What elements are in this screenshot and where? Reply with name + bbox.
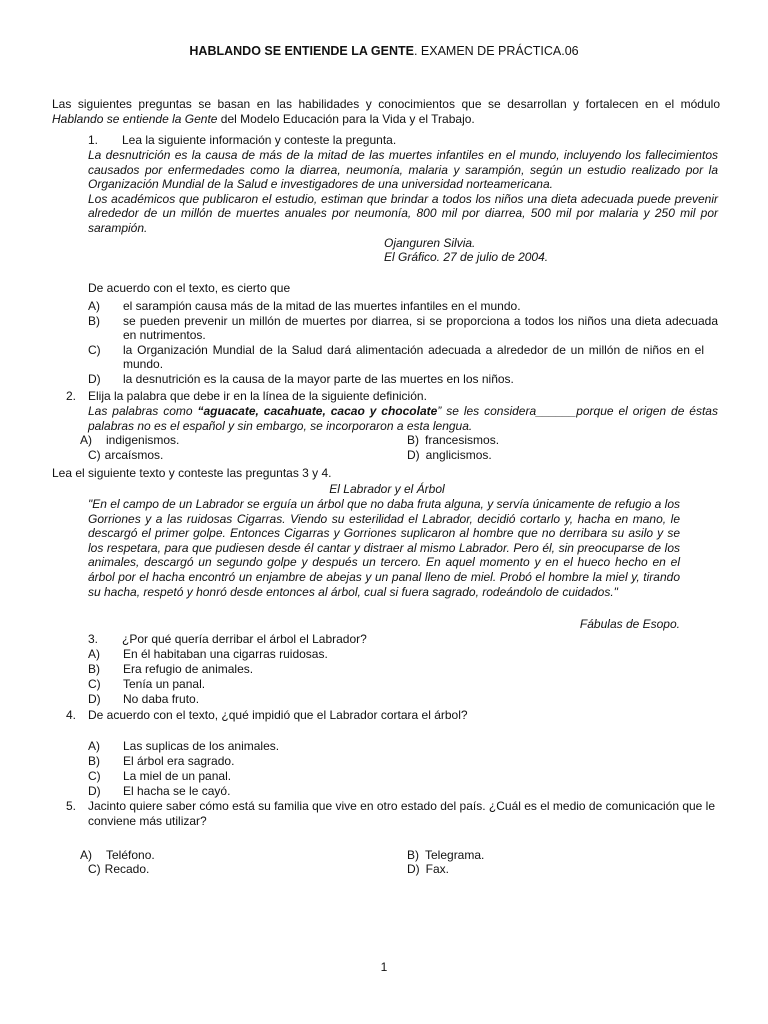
q3-option-a-text: En él habitaban una cigarras ruidosas. [123, 647, 328, 661]
q1-option-a-text: el sarampión causa más de la mitad de las muertes infantiles en el mundo. [123, 299, 521, 313]
q2-option-d[interactable] [407, 448, 492, 463]
reading-title: El Labrador y el Árbol [329, 482, 445, 496]
q1-option-b-letter: B) [88, 313, 100, 328]
q1-option-c-letter: C) [88, 342, 101, 357]
q3-option-b[interactable] [88, 662, 718, 677]
reading-text: "En el campo de un Labrador se erguía un árbol que no daba fruta alguna, y servía únicamente de refugio a los Gorriones y a las ruidosas Cigarras. Viendo su esterilidad el Labrador, decidió cortarlo y, hacha en mano, le descargó el primer golpe. Entonces Cigarras y Gorriones suplicaron al hombre que no derribara su asilo y se los respetara, para que pudiesen desde él cantar y distraer al mismo Labrador. Pero él, sin preocuparse de los animales, descargó un segundo golpe y después un tercero. En aquel momento y en el hueco hecho en el árbol por el hacha encontró un enjambre de abejas y un panal lleno de miel. Probó el hombre la miel y, tirando su hacha, respetó y honró desde entonces al árbol, cual si fuera sagrado, rodeándolo de cuidados." [88, 497, 680, 599]
q5-option-b[interactable] [407, 848, 484, 863]
q4-option-d-text: El hacha se le cayó. [123, 784, 231, 798]
q1-option-a-letter: A) [88, 299, 100, 313]
q1-option-a[interactable] [88, 299, 718, 314]
q3-option-c-letter: C) [88, 677, 101, 691]
intro-part1: Las siguientes preguntas se basan en las habilidades y conocimientos que se desarrollan y fortalecen en el módulo [52, 97, 720, 111]
q2-def-after2: porque el origen de éstas palabras no es el español y sin embargo, se incorporaron a esta lengua. [88, 404, 718, 433]
q4-option-c[interactable] [88, 769, 718, 784]
q5-option-d-text: Fax. [425, 862, 450, 876]
q3-option-d[interactable] [88, 692, 718, 707]
q1-block [88, 133, 718, 265]
reading-instruction: Lea el siguiente texto y conteste las preguntas 3 y 4. [52, 466, 332, 480]
q2-def-blank: ______ [536, 404, 577, 418]
q1-options [88, 299, 718, 387]
q4-option-c-text: La miel de un panal. [123, 769, 232, 783]
q5-option-d-letter: D) [407, 862, 420, 876]
q2-def-after1: ” se les considera [437, 404, 537, 418]
q5-option-c[interactable] [88, 862, 149, 877]
q5-option-c-text: Recado. [104, 862, 150, 876]
q3-number: 3. [88, 632, 99, 646]
q3-option-d-text: No daba fruto. [123, 692, 200, 706]
q4-option-d[interactable] [88, 784, 718, 799]
page-number: 1 [380, 960, 388, 974]
q1-option-d[interactable] [88, 372, 718, 387]
q2-option-a[interactable] [80, 433, 179, 448]
q2-block [66, 389, 718, 433]
title-rest: . EXAMEN DE PRÁCTICA.06 [413, 44, 579, 58]
q2-option-b[interactable] [407, 433, 499, 448]
q4-option-b-text: El árbol era sagrado. [123, 754, 235, 768]
q1-option-c-text: la Organización Mundial de la Salud dará alimentación adecuada a alrededor de un millón de niños en el mundo. [123, 342, 704, 372]
q1-passage-p2: Los académicos que publicaron el estudio, estiman que brindar a todos los niños una dieta adecuada puede prevenir alrededor de un millón de muertes anuales por neumonía, 800 mil por diarrea, 500 mil por malaria y 250 mil por sarampión. [88, 191, 718, 235]
q2-prompt: Elija la palabra que debe ir en la línea de la siguiente definición. [88, 389, 427, 403]
q3-option-a[interactable] [88, 647, 718, 662]
q1-option-d-text: la desnutrición es la causa de la mayor parte de las muertes en los niños. [123, 371, 514, 386]
q5-option-b-text: Telegrama. [425, 848, 485, 862]
q3-prompt: ¿Por qué quería derribar el árbol el Labrador? [122, 632, 367, 646]
q3-option-c[interactable] [88, 677, 718, 692]
q1-source-author: Ojanguren Silvia. [384, 235, 476, 250]
q1-option-b-text: se pueden prevenir un millón de muertes por diarrea, si se proporciona a todos los niños una dieta adecuada en nutrimentos. [123, 313, 718, 343]
title-bold: HABLANDO SE ENTIENDE LA GENTE [189, 44, 414, 58]
reading-source: Fábulas de Esopo. [579, 617, 680, 631]
q4-number: 4. [66, 708, 77, 722]
intro-paragraph [52, 97, 720, 126]
q1-source [88, 236, 718, 265]
q3-option-d-letter: D) [88, 692, 101, 706]
q4-option-c-letter: C) [88, 769, 101, 783]
q1-option-d-letter: D) [88, 371, 101, 386]
q1-option-c[interactable] [88, 343, 718, 372]
q2-header [66, 389, 718, 404]
q4-prompt: De acuerdo con el texto, ¿qué impidió que el Labrador cortara el árbol? [88, 708, 468, 722]
q1-number: 1. [88, 133, 99, 147]
q3-header [88, 632, 718, 647]
q4-option-b[interactable] [88, 754, 718, 769]
q3-block [88, 632, 718, 707]
intro-module-name: Hablando se entiende la Gente [52, 111, 218, 126]
q3-option-a-letter: A) [88, 647, 100, 661]
q2-option-c-letter: C) [88, 448, 101, 462]
q5-block [66, 799, 718, 828]
q1-source-pub: El Gráfico. 27 de julio de 2004. [384, 250, 549, 265]
q2-option-b-letter: B) [407, 433, 419, 447]
intro-part2: del Modelo Educación para la Vida y el Trabajo. [217, 111, 475, 126]
q5-number: 5. [66, 799, 77, 813]
q3-option-b-text: Era refugio de animales. [123, 662, 254, 676]
q2-def-before: Las palabras como [88, 404, 198, 418]
q3-option-b-letter: B) [88, 662, 100, 676]
q1-passage-p1: La desnutrición es la causa de más de la mitad de las muertes infantiles en el mundo, incluyendo los fallecimientos causados por enfermedades como la diarrea, neumonía, malaria y sarampión, según un estudio realizado por la Organización Mundial de la Salud e investigadores de una universidad norteamericana. [88, 148, 718, 192]
q2-option-b-text: francesismos. [425, 433, 500, 447]
q5-option-a-letter: A) [80, 848, 92, 862]
q2-option-c-text: arcaísmos. [104, 448, 164, 462]
q2-option-c[interactable] [88, 448, 163, 463]
q1-header [88, 133, 718, 148]
q1-prompt: Lea la siguiente información y conteste la pregunta. [122, 133, 397, 147]
q4-option-d-letter: D) [88, 784, 101, 798]
q5-option-d[interactable] [407, 862, 449, 877]
q5-option-a[interactable] [80, 848, 155, 863]
q5-prompt: Jacinto quiere saber cómo está su familia que vive en otro estado del país. ¿Cuál es el medio de comunicación que le conviene más utilizar? [88, 799, 716, 828]
q2-def-bold: “aguacate, cacahuate, cacao y chocolate [197, 404, 438, 418]
q2-definition [88, 404, 718, 433]
q2-option-d-letter: D) [407, 448, 420, 462]
q4-options [88, 739, 718, 799]
q5-option-a-text: Teléfono. [106, 848, 155, 862]
q5-option-b-letter: B) [407, 848, 419, 862]
q1-stem: De acuerdo con el texto, es cierto que [88, 281, 291, 295]
q4-option-a-text: Las suplicas de los animales. [123, 739, 280, 753]
q4-option-a[interactable] [88, 739, 718, 754]
q2-option-a-letter: A) [80, 433, 92, 447]
q4-option-a-letter: A) [88, 739, 100, 753]
q3-option-c-text: Tenía un panal. [123, 677, 206, 691]
q5-option-c-letter: C) [88, 862, 101, 876]
page-title [0, 44, 768, 59]
q2-number: 2. [66, 389, 77, 403]
q2-option-a-text: indigenismos. [106, 433, 180, 447]
q1-option-b[interactable] [88, 314, 718, 343]
q4-option-b-letter: B) [88, 754, 100, 768]
q2-option-d-text: anglicismos. [425, 448, 492, 462]
